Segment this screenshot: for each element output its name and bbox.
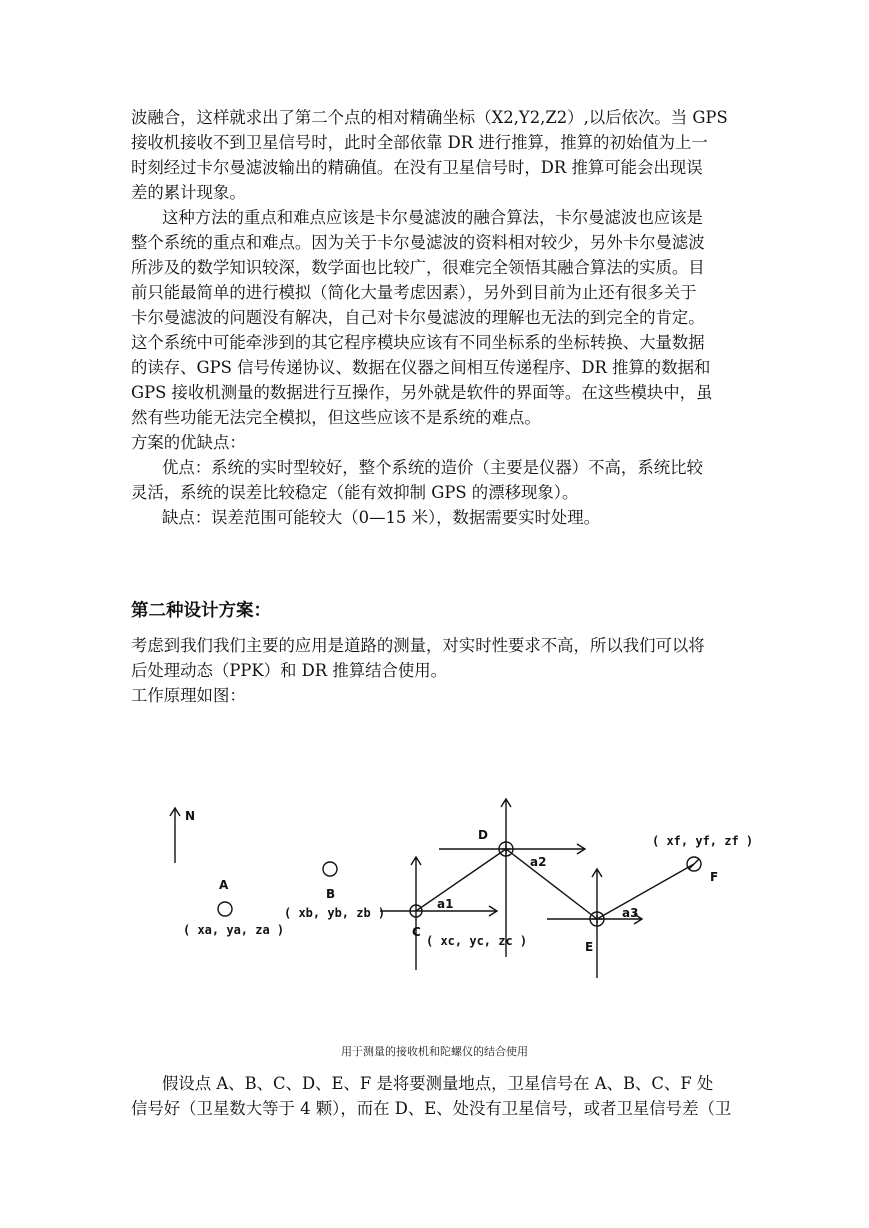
- route-d-e: [506, 849, 597, 919]
- text-line: 然有些功能无法完全模拟，但这些应该不是系统的难点。: [131, 408, 541, 427]
- point-b-marker: [323, 862, 337, 876]
- coord-c-label: ( xc, yc, zc ): [426, 934, 528, 948]
- text-line: 时刻经过卡尔曼滤波输出的精确值。在没有卫星信号时，DR 推算可能会出现误: [131, 158, 703, 177]
- text-line: 考虑到我们我们主要的应用是道路的测量，对实时性要求不高，所以我们可以将: [131, 636, 705, 655]
- pros-cons-title: 方案的优缺点：: [131, 433, 246, 452]
- route-c-d: [416, 849, 506, 911]
- pros-line: 优点：系统的实时型较好，整个系统的造价（主要是仪器）不高，系统比较: [162, 458, 703, 477]
- angle-a2-label: a2: [530, 855, 547, 869]
- point-a-marker: [218, 902, 232, 916]
- text-line: 这种方法的重点和难点应该是卡尔曼滤波的融合算法，卡尔曼滤波也应该是: [162, 208, 703, 227]
- route-e-f: [597, 864, 694, 919]
- angle-a3-label: a3: [622, 906, 639, 920]
- text-line: 所涉及的数学知识较深，数学面也比较广，很难完全领悟其融合算法的实质。目: [131, 258, 705, 277]
- angle-a1-label: a1: [437, 897, 454, 911]
- text-line: 波融合，这样就求出了第二个点的相对精确坐标（X2,Y2,Z2）,以后依次。当 GPS: [131, 108, 728, 127]
- cons-line: 缺点：误差范围可能较大（0—15 米），数据需要实时处理。: [162, 508, 601, 527]
- pros-line: 灵活，系统的误差比较稳定（能有效抑制 GPS 的漂移现象）。: [131, 483, 579, 502]
- point-f-label: F: [710, 870, 719, 884]
- point-b-label: B: [326, 887, 336, 901]
- figure-caption: 用于测量的接收机和陀螺仪的结合使用: [341, 1045, 528, 1058]
- text-line: 的读存、GPS 信号传递协议、数据在仪器之间相互传递程序、DR 推算的数据和: [131, 358, 711, 377]
- paragraph-dr-fusion: [131, 105, 743, 530]
- point-e-label: E: [585, 940, 594, 954]
- text-line: GPS 接收机测量的数据进行互操作，另外就是软件的界面等。在这些模块中，虽: [131, 383, 713, 402]
- text-line: 整个系统的重点和难点。因为关于卡尔曼滤波的资料相对较少，另外卡尔曼滤波: [131, 233, 705, 252]
- text-line: 后处理动态（PPK）和 DR 推算结合使用。: [131, 661, 448, 680]
- coord-f-label: ( xf, yf, zf ): [652, 834, 754, 848]
- point-c-label: C: [412, 925, 421, 939]
- point-d-label: D: [478, 828, 488, 842]
- text-line: 前只能最简单的进行模拟（简化大量考虑因素），另外到目前为止还有很多关于: [131, 283, 697, 302]
- text-line: 差的累计现象。: [131, 183, 246, 202]
- text-line: 这个系统中可能牵涉到的其它程序模块应该有不同坐标系的坐标转换、大量数据: [131, 333, 705, 352]
- text-line: 信号好（卫星数大等于 4 颗），而在 D、E、处没有卫星信号，或者卫星信号差（卫: [131, 1099, 732, 1118]
- point-a-label: A: [219, 878, 229, 892]
- text-line: 假设点 A、B、C、D、E、F 是将要测量地点，卫星信号在 A、B、C、F 处: [162, 1074, 714, 1093]
- section-heading: 第二种设计方案：: [131, 601, 271, 621]
- paragraph-assumption: [131, 1071, 743, 1121]
- coord-a-label: ( xa, ya, za ): [183, 923, 285, 937]
- paragraph-second-design: [131, 633, 743, 708]
- work-principle-label: 工作原理如图：: [131, 686, 246, 705]
- text-line: 卡尔曼滤波的问题没有解决，自己对卡尔曼滤波的理解也无法的到完全的肯定。: [131, 308, 705, 327]
- text-line: 接收机接收不到卫星信号时，此时全部依靠 DR 进行推算，推算的初始值为上一: [131, 133, 708, 152]
- coord-b-label: ( xb, yb, zb ): [284, 906, 386, 920]
- north-label: N: [185, 809, 196, 823]
- survey-diagram: [0, 780, 869, 1000]
